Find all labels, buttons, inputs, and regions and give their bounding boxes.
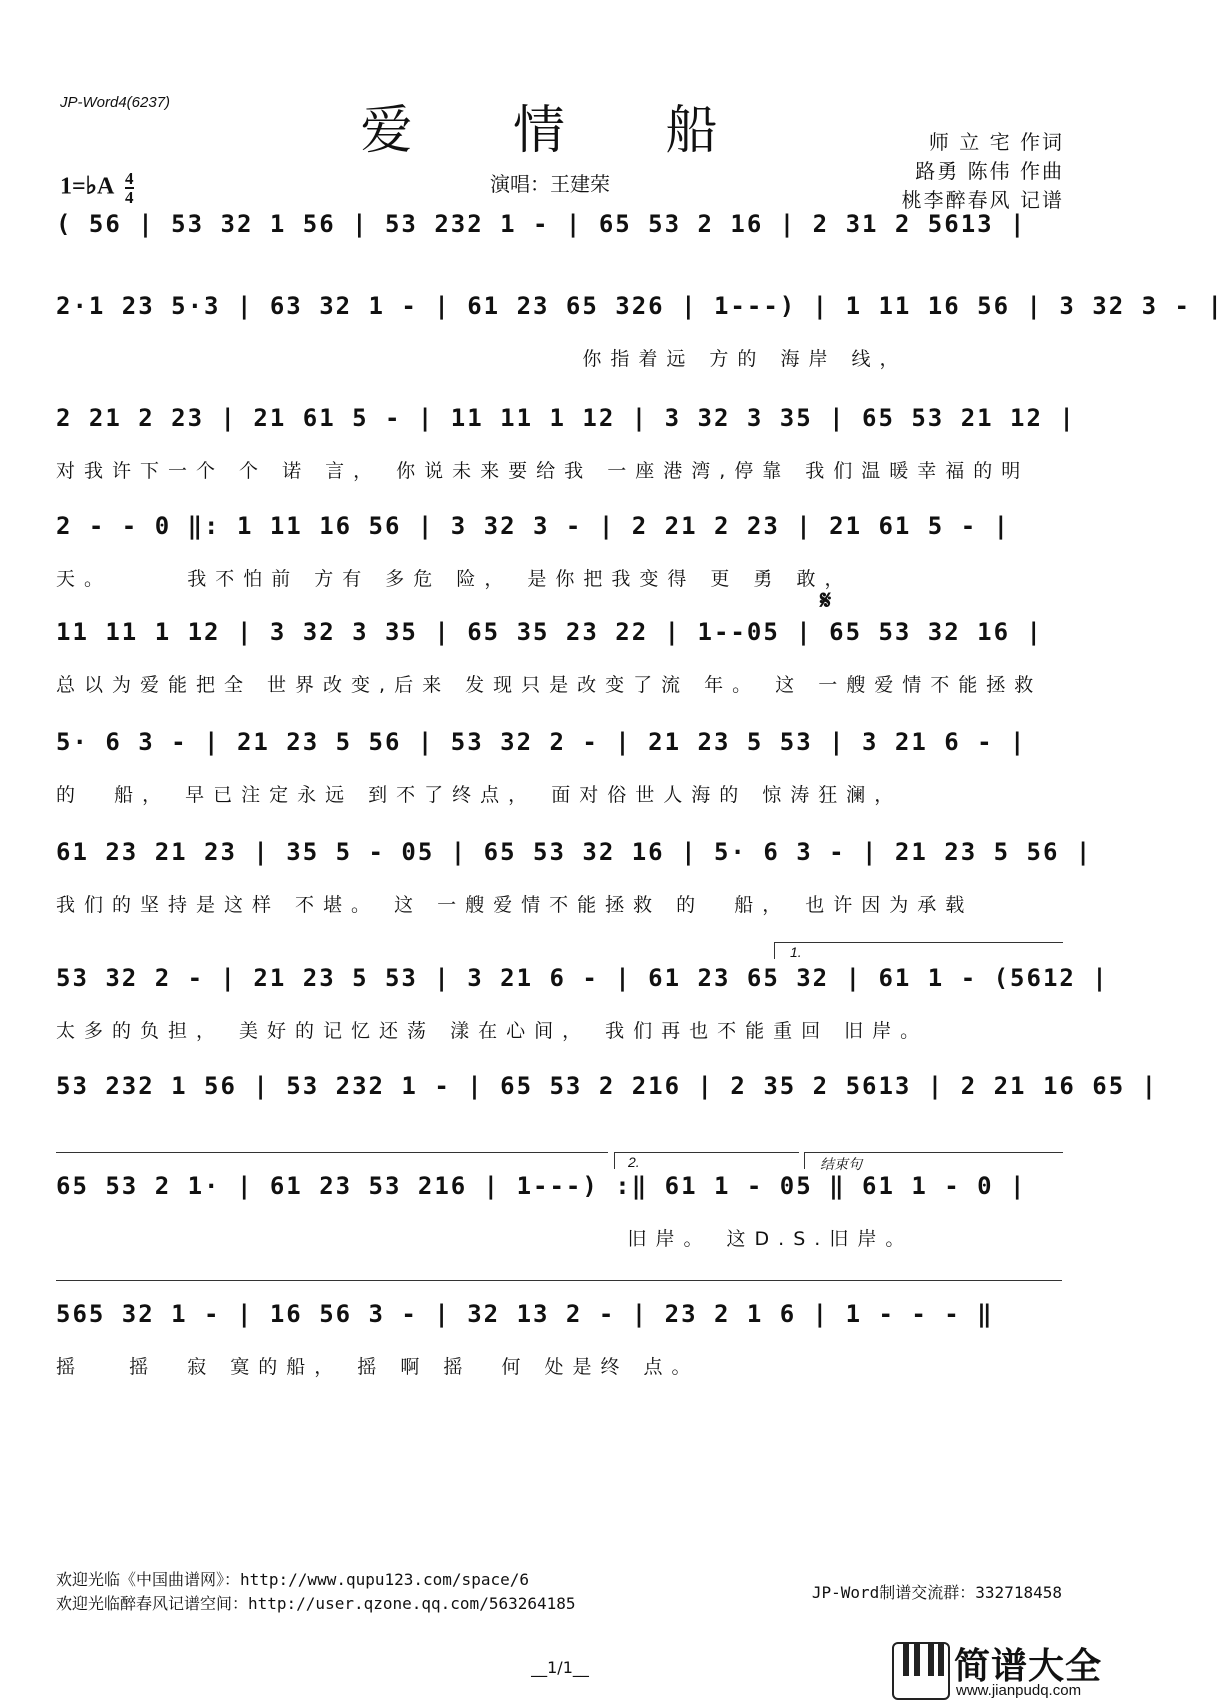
repeat-span-line <box>56 1152 608 1153</box>
piano-icon <box>892 1642 950 1700</box>
notes: 61 23 21 23 | 35 5 - 05 | 65 53 32 16 | 5· 6 3 - | 21 23 5 56 | <box>56 838 1093 866</box>
key-text: 1=♭A <box>60 173 114 200</box>
notes: 2 21 2 23 | 21 61 5 - | 11 11 1 12 | 3 32 3 35 | 65 53 21 12 | <box>56 404 1076 432</box>
singer: 演唱：王建荣 <box>490 172 610 196</box>
second-ending-label: 2. <box>628 1154 640 1170</box>
footer-group: JP-Word制谱交流群：332718458 <box>811 1583 1062 1602</box>
notes: 53 232 1 56 | 53 232 1 - | 65 53 2 216 | 2 35 2 5613 | 2 21 16 65 | <box>56 1072 1159 1100</box>
lyrics: 我们的坚持是这样 不堪。 这 一艘爱情不能拯救 的 船， 也许因为承载 <box>56 894 974 916</box>
site-logo <box>892 1638 1114 1700</box>
composer-credit: 路勇 陈伟 作曲 <box>915 159 1064 183</box>
coda-span-line <box>56 1280 1062 1281</box>
notes: 53 32 2 - | 21 23 5 53 | 3 21 6 - | 61 23 65 32 | 61 1 - (5612 | <box>56 964 1109 992</box>
lyrics: 总以为爱能把全 世界改变,后来 发现只是改变了流 年。 这 一艘爱情不能拯救 <box>56 674 1043 696</box>
time-bottom: 4 <box>125 188 134 207</box>
credits <box>902 128 1064 215</box>
footer-links <box>56 1568 576 1616</box>
segno-sign: 𝄋 <box>820 586 832 616</box>
lyrics: 对我许下一个 个 诺 言， 你说未来要给我 一座港湾,停靠 我们温暖幸福的明 <box>56 460 1030 482</box>
song-title: 爱 情 船 <box>360 101 760 161</box>
lyrics: 你指着远 方的 海岸 线， <box>56 348 908 370</box>
lyrics: 天。 我不怕前 方有 多危 险， 是你把我变得 更 勇 敢， <box>56 568 853 590</box>
notes: 2·1 23 5·3 | 63 32 1 - | 61 23 65 326 | 1---) | 1 11 16 56 | 3 32 3 - | <box>56 292 1224 320</box>
lyrics: 摇 摇 寂 寞的船， 摇 啊 摇 何 处是终 点。 <box>56 1356 700 1378</box>
notes: 565 32 1 - | 16 56 3 - | 32 13 2 - | 23 2 1 6 | 1 - - - ‖ <box>56 1300 994 1328</box>
page-number: __1/1__ <box>531 1658 589 1677</box>
lyrics: 旧岸。 这D.S.旧岸。 <box>56 1228 914 1250</box>
time-signature <box>125 170 134 206</box>
notes: 5· 6 3 - | 21 23 5 56 | 53 32 2 - | 21 23 5 53 | 3 21 6 - | <box>56 728 1027 756</box>
second-ending-bracket <box>614 1152 799 1169</box>
logo-text: 简谱大全 <box>954 1646 1103 1687</box>
logo-url: www.jianpudq.com <box>956 1682 1082 1699</box>
lyrics: 的 船， 早已注定永远 到不了终点， 面对俗世人海的 惊涛狂澜， <box>56 784 903 806</box>
notes: ( 56 | 53 32 1 56 | 53 232 1 - | 65 53 2 16 | 2 31 2 5613 | <box>56 210 1027 238</box>
footer-link-1[interactable]: 欢迎光临《中国曲谱网》：http://www.qupu123.com/space/6 <box>56 1570 529 1589</box>
first-ending-bracket <box>774 942 1063 959</box>
notes: 2 - - 0 ‖: 1 11 16 56 | 3 32 3 - | 2 21 2 23 | 21 61 5 - | <box>56 512 1011 540</box>
footer-link-2[interactable]: 欢迎光临醉春风记谱空间：http://user.qzone.qq.com/563264185 <box>56 1594 576 1613</box>
time-top: 4 <box>125 169 134 188</box>
key-signature <box>60 170 134 206</box>
lyrics: 太多的负担， 美好的记忆还荡 漾在心间， 我们再也不能重回 旧岸。 <box>56 1020 929 1042</box>
transcriber-credit: 桃李醉春风 记谱 <box>901 188 1064 212</box>
first-ending-label: 1. <box>790 944 802 960</box>
software-tag: JP-Word4(6237) <box>60 94 171 111</box>
notes: 65 53 2 1· | 61 23 53 216 | 1---) :‖ 61 1 - 05 ‖ 61 1 - 0 | <box>56 1172 1027 1200</box>
lyricist-credit: 师 立 宅 作词 <box>928 130 1064 154</box>
coda-label: 结束句 <box>820 1156 862 1172</box>
notes: 11 11 1 12 | 3 32 3 35 | 65 35 23 22 | 1--05 | 65 53 32 16 | <box>56 618 1043 646</box>
